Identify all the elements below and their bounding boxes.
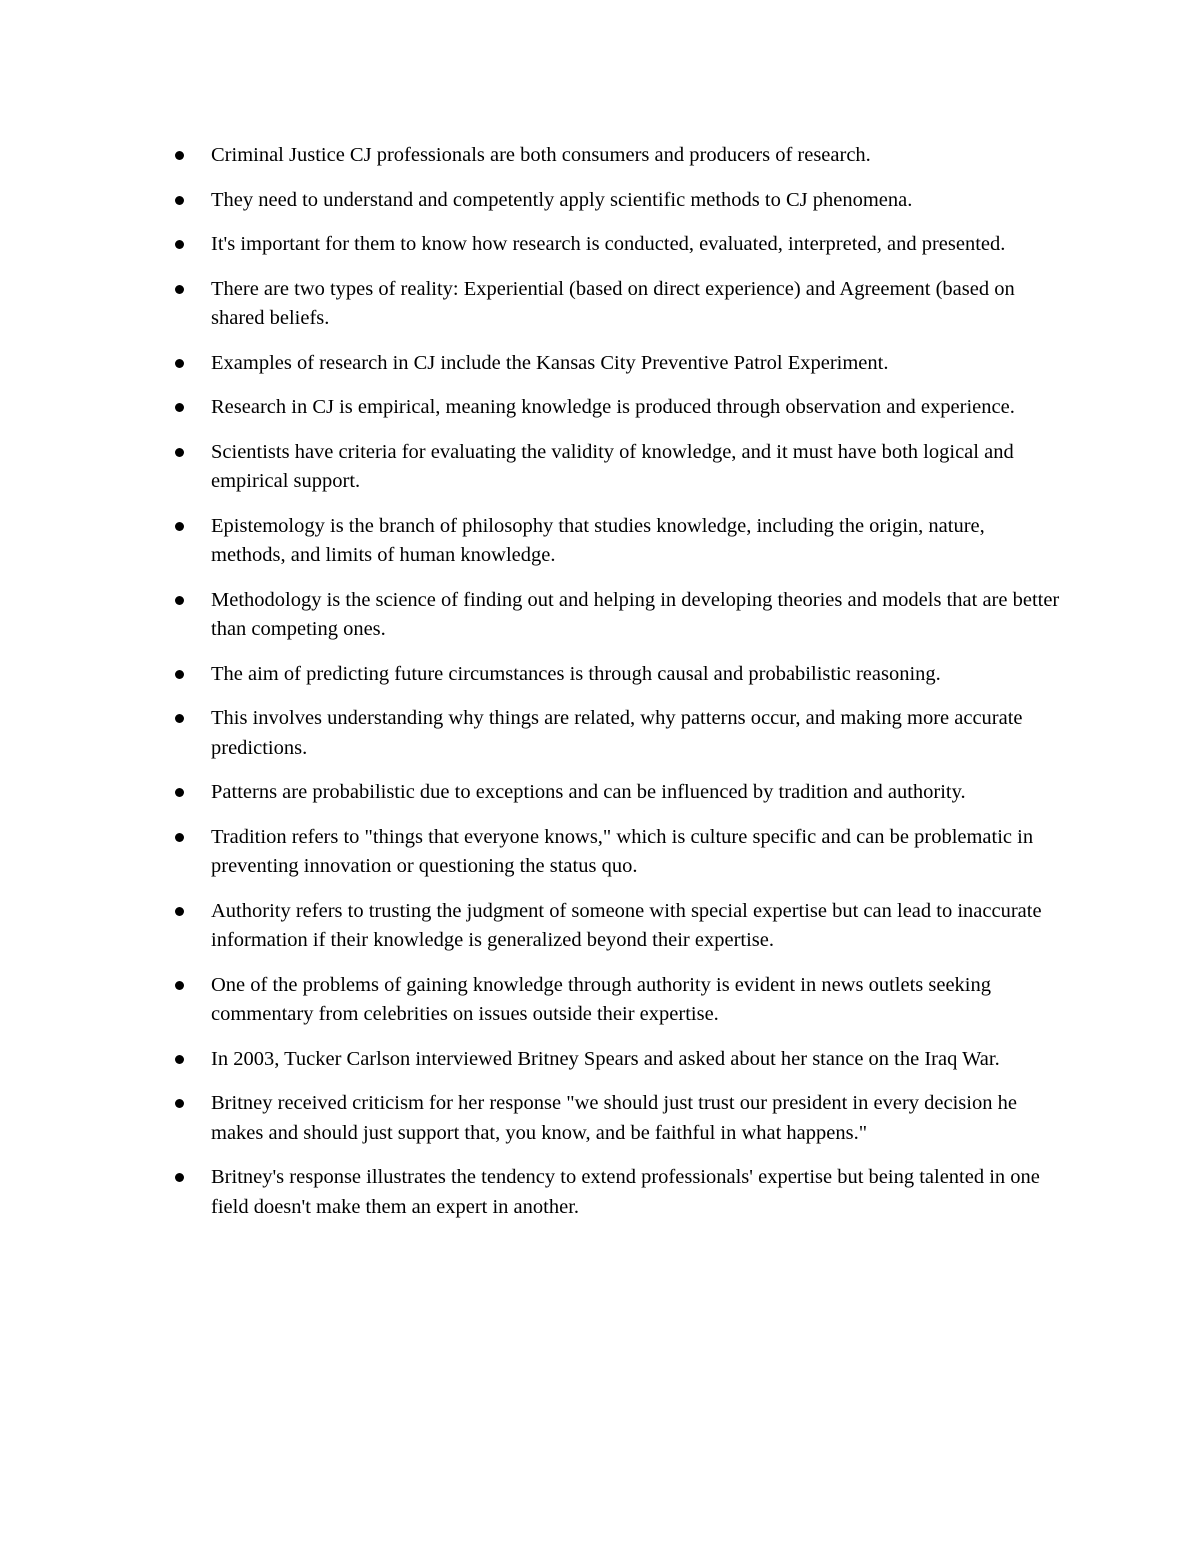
- bullet-icon: [175, 522, 184, 531]
- bullet-icon: [175, 833, 184, 842]
- bullet-text: There are two types of reality: Experiential (based on direct experience) and Agreement (based on shared beliefs.: [211, 277, 1015, 329]
- bullet-text: Epistemology is the branch of philosophy that studies knowledge, including the origin, nature, methods, and limits of human knowledge.: [211, 514, 985, 566]
- bullet-icon: [175, 1055, 184, 1064]
- bullet-text: Criminal Justice CJ professionals are both consumers and producers of research.: [211, 144, 871, 166]
- list-item: [172, 586, 1062, 645]
- bullet-icon: [175, 670, 184, 679]
- bullet-list: [172, 141, 1062, 1237]
- list-item: [172, 512, 1062, 571]
- bullet-icon: [175, 196, 184, 205]
- bullet-icon: [175, 981, 184, 990]
- bullet-text: Authority refers to trusting the judgment of someone with special expertise but can lead to inaccurate information if their knowledge is generalized beyond their expertise.: [211, 899, 1042, 951]
- list-item: [172, 1163, 1062, 1222]
- bullet-text: It's important for them to know how research is conducted, evaluated, interpreted, and presented.: [211, 233, 1006, 255]
- bullet-icon: [175, 359, 184, 368]
- bullet-text: One of the problems of gaining knowledge through authority is evident in news outlets seeking commentary from celebrities on issues outside their expertise.: [211, 973, 991, 1025]
- bullet-text: The aim of predicting future circumstances is through causal and probabilistic reasoning.: [211, 662, 941, 685]
- list-item: [172, 823, 1062, 882]
- bullet-text: Methodology is the science of finding out and helping in developing theories and models that are better than competing ones.: [211, 588, 1060, 640]
- bullet-text: Patterns are probabilistic due to exceptions and can be influenced by tradition and authority.: [211, 781, 966, 803]
- bullet-text: In 2003, Tucker Carlson interviewed Britney Spears and asked about her stance on the Iraq War.: [211, 1047, 1000, 1070]
- list-item: [172, 186, 1062, 216]
- bullet-icon: [175, 596, 184, 605]
- bullet-icon: [175, 240, 184, 249]
- list-item: [172, 393, 1062, 423]
- list-item: [172, 438, 1062, 497]
- bullet-text: Britney's response illustrates the tendency to extend professionals' expertise but being talented in one field doesn't make them an expert in another.: [211, 1166, 1040, 1218]
- bullet-icon: [175, 1099, 184, 1108]
- bullet-text: This involves understanding why things are related, why patterns occur, and making more accurate predictions.: [211, 707, 1023, 759]
- bullet-icon: [175, 403, 184, 412]
- list-item: [172, 275, 1062, 334]
- list-item: [172, 897, 1062, 956]
- bullet-text: Examples of research in CJ include the Kansas City Preventive Patrol Experiment.: [211, 351, 889, 374]
- bullet-icon: [175, 907, 184, 916]
- list-item: [172, 230, 1062, 260]
- bullet-icon: [175, 448, 184, 457]
- list-item: [172, 141, 1062, 171]
- list-item: [172, 778, 1062, 808]
- bullet-icon: [175, 1173, 184, 1182]
- list-item: [172, 1089, 1062, 1148]
- bullet-text: Research in CJ is empirical, meaning knowledge is produced through observation and experience.: [211, 396, 1015, 418]
- list-item: [172, 660, 1062, 690]
- bullet-text: They need to understand and competently apply scientific methods to CJ phenomena.: [211, 188, 913, 211]
- list-item: [172, 704, 1062, 763]
- bullet-icon: [175, 151, 184, 160]
- bullet-icon: [175, 788, 184, 797]
- list-item: [172, 349, 1062, 379]
- bullet-icon: [175, 714, 184, 723]
- bullet-text: Britney received criticism for her response "we should just trust our president in every decision he makes and should just support that, you know, and be faithful in what happens.": [211, 1092, 1017, 1144]
- bullet-text: Tradition refers to "things that everyone knows," which is culture specific and can be problematic in preventing innovation or questioning the status quo.: [211, 825, 1034, 877]
- list-item: [172, 971, 1062, 1030]
- bullet-text: Scientists have criteria for evaluating the validity of knowledge, and it must have both logical and empirical support.: [211, 440, 1014, 492]
- list-item: [172, 1045, 1062, 1075]
- bullet-icon: [175, 285, 184, 294]
